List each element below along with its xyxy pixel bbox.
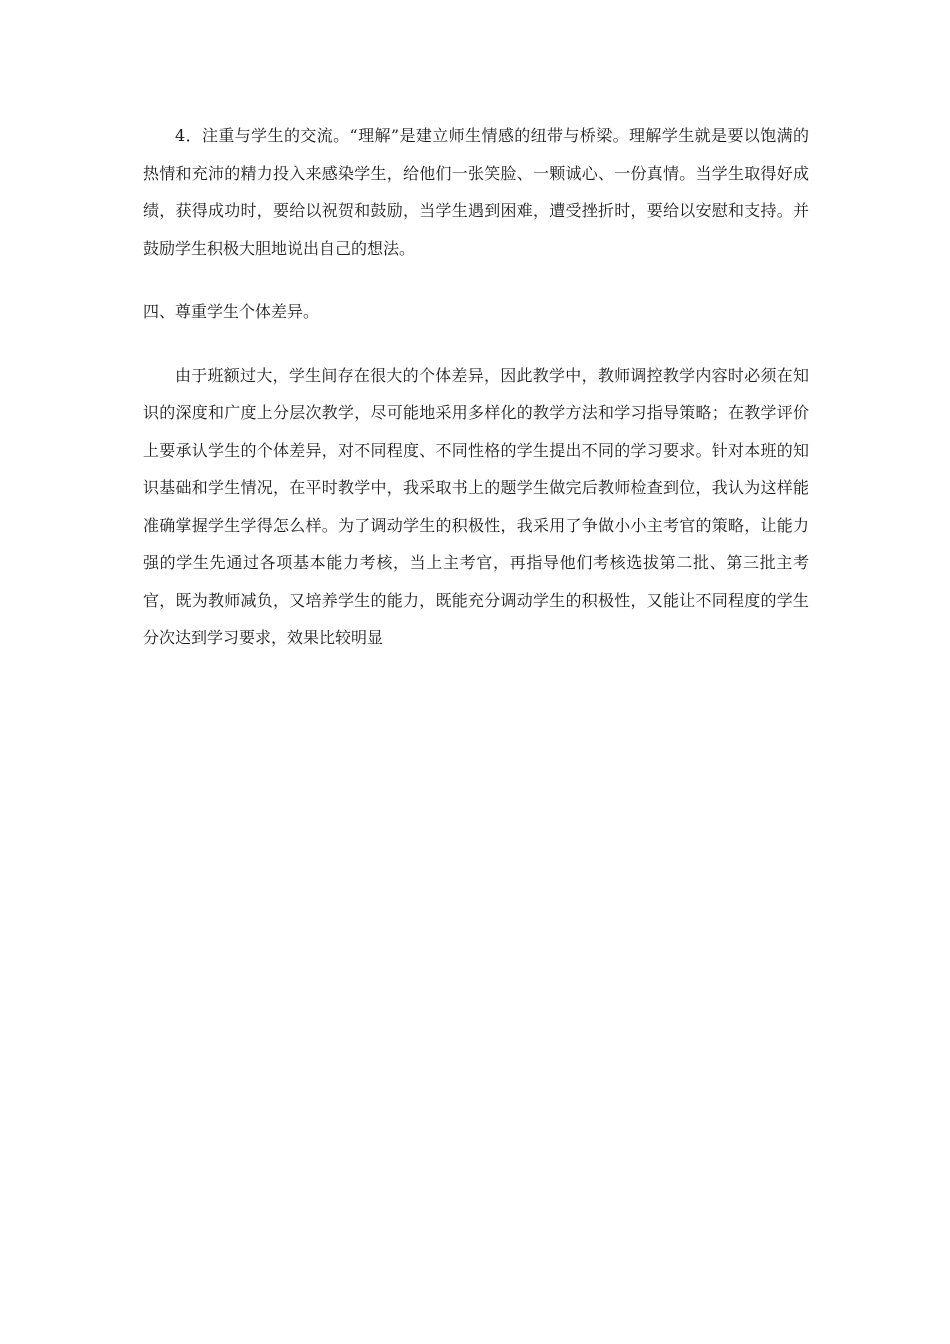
paragraph-individual-differences: 由于班额过大，学生间存在很大的个体差异，因此教学中，教师调控教学内容时必须在知识的深度和广度上分层次教学，尽可能地采用多样化的教学方法和学习指导策略；在教学评价上要承认学生的个体差异，对不同程度、不同性格的学生提出不同的学习要求。针对本班的知识基础和学生情况，在平时教学中，我采取书上的题学生做完后教师检查到位，我认为这样能准确掌握学生学得怎么样。为了调动学生的积极性，我采用了争做小小主考官的策略，让能力强的学生先通过各项基本能力考核，当上主考官，再指导他们考核选拔第二批、第三批主考官，既为教师减负，又培养学生的能力，既能充分调动学生的积极性，又能让不同程度的学生分次达到学习要求，效果比较明显 [143,365,809,647]
document-body [143,117,809,657]
paragraph-communication: 4．注重与学生的交流。“理解”是建立师生情感的纽带与桥梁。理解学生就是要以饱满的热情和充沛的精力投入来感染学生，给他们一张笑脸、一颗诚心、一份真情。当学生取得好成绩，获得成功时，要给以祝贺和鼓励，当学生遇到困难，遭受挫折时，要给以安慰和支持。并鼓励学生积极大胆地说出自己的想法。 [143,126,809,258]
section-heading-individual-differences: 四、尊重学生个体差异。 [143,302,320,321]
